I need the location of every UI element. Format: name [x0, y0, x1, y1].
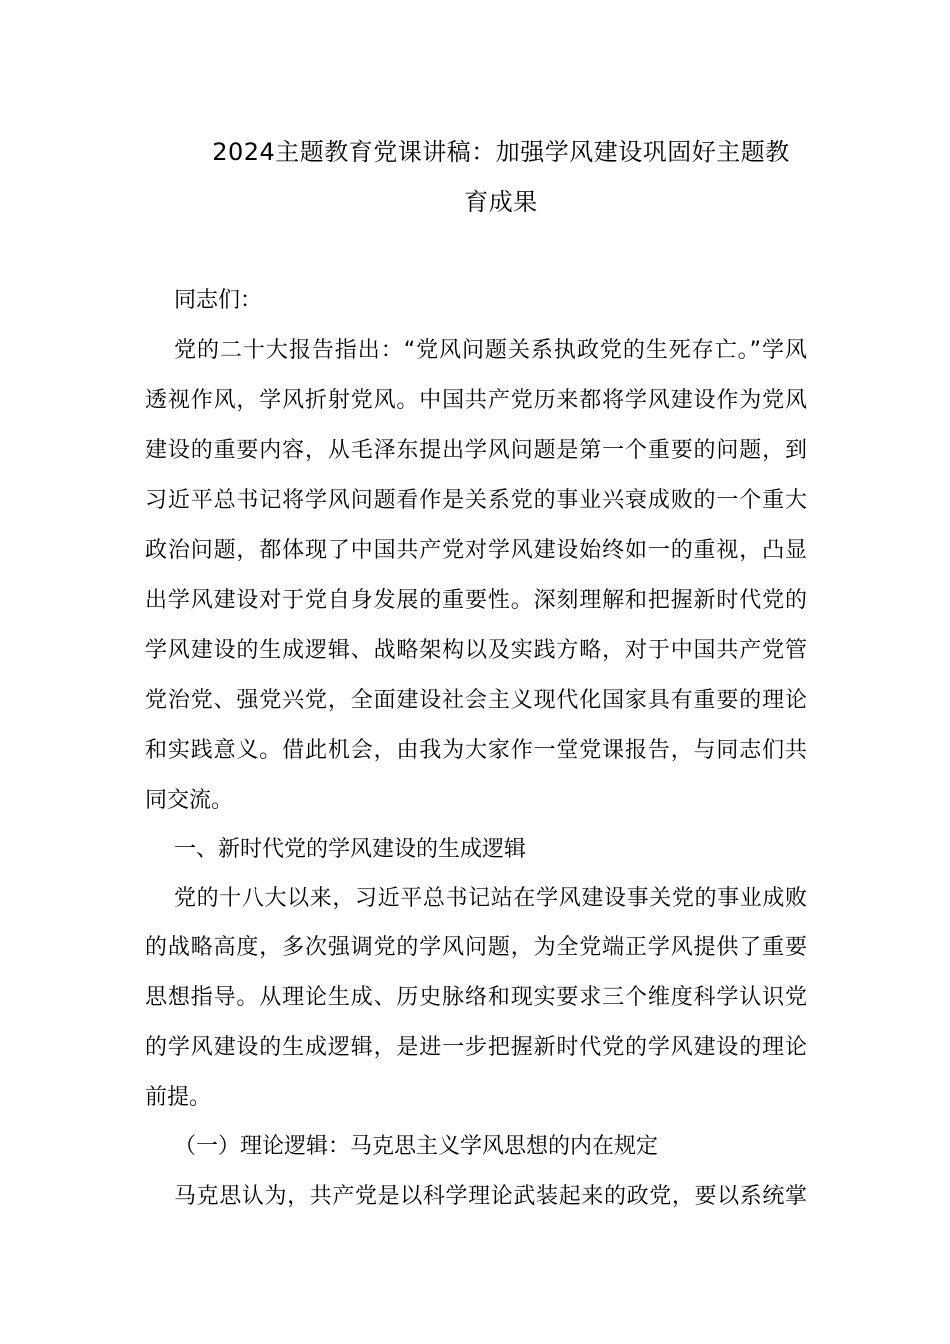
document-title-line-2: 育成果 [464, 188, 538, 216]
paragraph-line: 党治党、强党兴党，全面建设社会主义现代化国家具有重要的理论 [145, 688, 807, 713]
paragraph-line: 前提。 [145, 1085, 212, 1110]
paragraph-line: 和实践意义。借此机会，由我为大家作一堂党课报告，与同志们共 [145, 738, 807, 763]
document-title-line-1: 2024主题教育党课讲稿：加强学风建设巩固好主题教 [212, 138, 790, 166]
paragraph-line: 学风建设的生成逻辑、战略架构以及实践方略，对于中国共产党管 [145, 638, 807, 663]
paragraph-line: 透视作风，学风折射党风。中国共产党历来都将学风建设作为党风 [145, 388, 807, 413]
paragraph-line: 马克思认为，共产党是以科学理论武装起来的政党，要以系统掌 [174, 1184, 807, 1209]
paragraph-line: 建设的重要内容，从毛泽东提出学风问题是第一个重要的问题，到 [145, 438, 807, 463]
section-heading-1: 一、新时代党的学风建设的生成逻辑 [174, 837, 527, 862]
paragraph-line: 党的十八大以来，习近平总书记站在学风建设事关党的事业成败 [174, 886, 807, 911]
paragraph-line: 党的二十大报告指出：“党风问题关系执政党的生死存亡。”学风 [174, 338, 807, 363]
paragraph-line: 思想指导。从理论生成、历史脉络和现实要求三个维度科学认识党 [145, 985, 807, 1010]
salutation: 同志们： [174, 288, 263, 313]
paragraph-line: 政治问题，都体现了中国共产党对学风建设始终如一的重视，凸显 [145, 538, 807, 563]
paragraph-line: 同交流。 [145, 788, 234, 813]
paragraph-line: 出学风建设对于党自身发展的重要性。深刻理解和把握新时代党的 [145, 588, 807, 613]
paragraph-line: 的战略高度，多次强调党的学风问题，为全党端正学风提供了重要 [145, 935, 807, 960]
paragraph-line: 的学风建设的生成逻辑，是进一步把握新时代党的学风建设的理论 [145, 1035, 807, 1060]
subsection-heading-1: （一）理论逻辑：马克思主义学风思想的内在规定 [174, 1134, 659, 1159]
paragraph-line: 习近平总书记将学风问题看作是关系党的事业兴衰成败的一个重大 [145, 488, 807, 513]
